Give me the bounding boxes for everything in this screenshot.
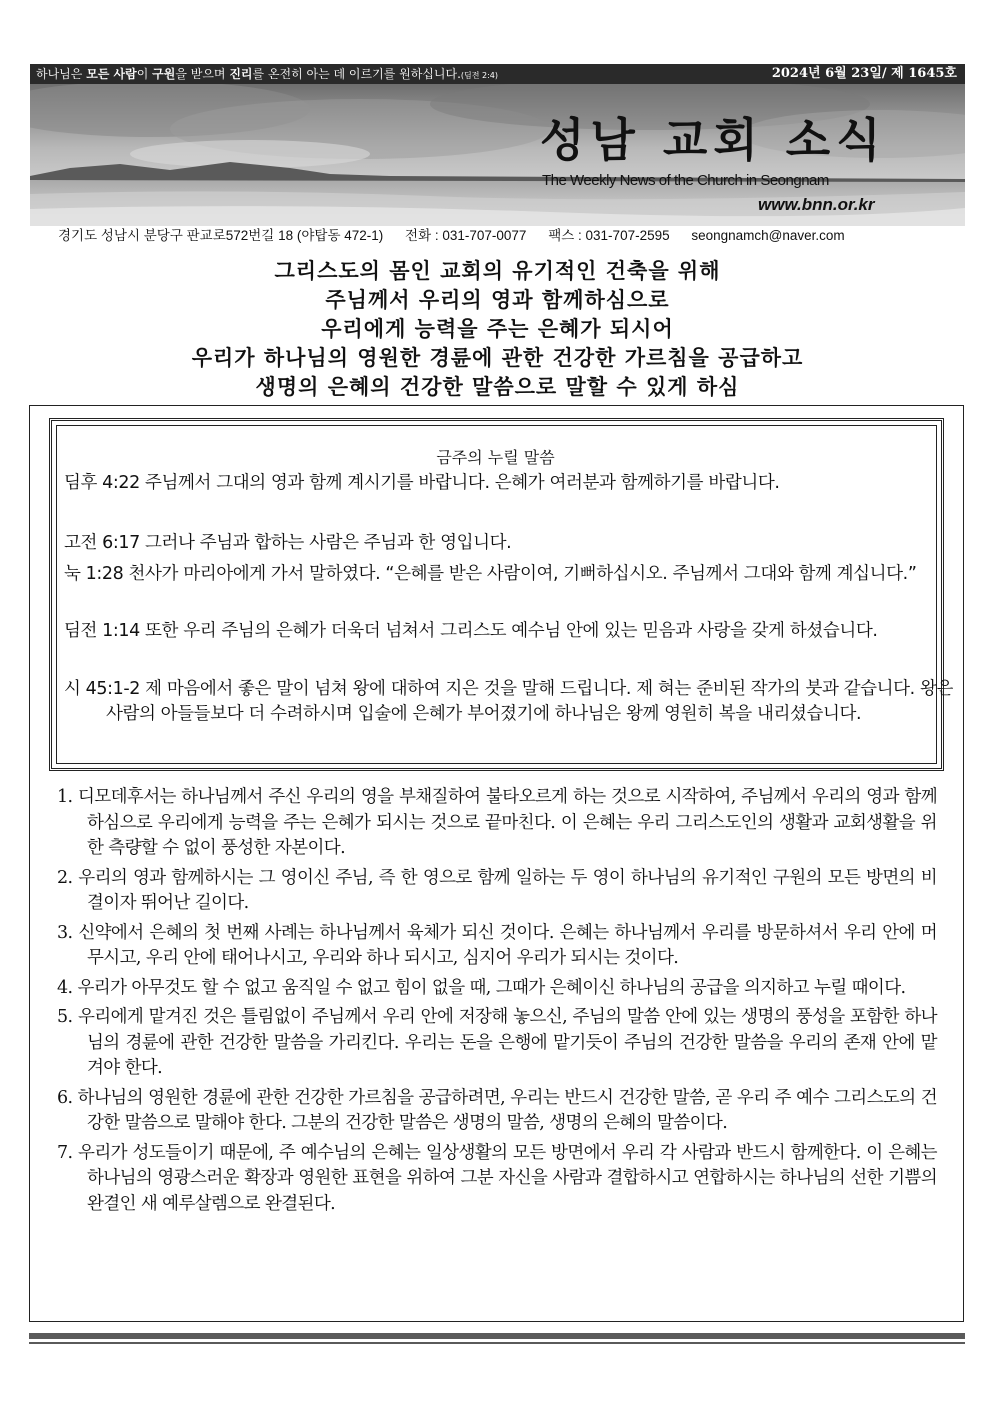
phone-number: 전화 : 031-707-0077 [405,228,527,243]
headline-line: 생명의 은혜의 건강한 말씀으로 말할 수 있게 하심 [255,374,740,399]
headline-line: 우리에게 능력을 주는 은혜가 되시어 [321,316,674,341]
newsletter-subtitle: The Weekly News of the Church in Seongnam [542,172,829,189]
weekly-theme-headline [30,256,965,401]
motto-part: 하나님은 [36,67,87,81]
motto-text [36,64,498,86]
verse-item: 시 45:1-2 제 마음에서 좋은 말이 넘쳐 왕에 대하여 지은 것을 말해 드립니다. 제 혀는 준비된 작가의 붓과 같습니다. 왕은 사람의 아들들보다 더 수려하시며 입술에 은혜가 부어졌기에 하나님은 왕께 영원히 복을 내리셨습니다. [64,679,953,724]
motto-part: 를 온전히 아는 데 이르기를 원하십니다. [252,67,461,81]
motto-emphasis: 진리 [229,67,253,81]
footer-rule-thin [29,1342,965,1344]
footer-rule-thick [29,1333,965,1339]
message-point: 6. 하나님의 영원한 경륜에 관한 건강한 가르침을 공급하려면, 우리는 반드시 건강한 말씀, 곧 우리 주 예수 그리스도의 건강한 말씀으로 말해야 한다. 그분의 건강한 말씀은 생명의 말씀, 생명의 은혜의 말씀이다. [57,1087,937,1133]
headline-line: 그리스도의 몸인 교회의 유기적인 건축을 위해 [274,258,721,283]
motto-reference: (딤전 2:4) [460,71,499,80]
motto-part: 이 [136,67,153,81]
message-point: 2. 우리의 영과 함께하시는 그 영이신 주님, 즉 한 영으로 함께 일하는 두 영이 하나님의 유기적인 구원의 모든 방면의 비결이자 뛰어난 길이다. [57,867,937,913]
website-link[interactable]: www.bnn.or.kr [758,195,875,214]
address: 경기도 성남시 분당구 판교로572번길 18 (야탑동 472-1) [58,228,384,243]
verses-box [49,418,953,771]
verse-item: 딤전 1:14 또한 우리 주님의 은혜가 더욱더 넘쳐서 그리스도 예수님 안에 있는 믿음과 사랑을 갖게 하셨습니다. [64,621,878,641]
top-motto-bar [30,64,965,84]
message-point: 5. 우리에게 맡겨진 것은 틀림없이 주님께서 우리 안에 저장해 놓으신, 주님의 말씀 안에 있는 생명의 풍성을 포함한 하나님의 경륜에 관한 건강한 말씀을 가리킨다. 우리는 돈을 은행에 맡기듯이 주님의 건강한 말씀을 우리의 존재 안에 맡겨야 한다. [57,1007,937,1078]
contact-line [58,224,863,244]
fax-number: 팩스 : 031-707-2595 [548,228,670,243]
verse-item: 눅 1:28 천사가 마리아에게 가서 말하였다. “은혜를 받은 사람이여, 기뻐하십시오. 주님께서 그대와 함께 계십니다.” [64,564,917,584]
message-point: 1. 디모데후서는 하나님께서 주신 우리의 영을 부채질하여 불타오르게 하는 것으로 시작하여, 주님께서 우리의 영과 함께하심으로 우리에게 능력을 주는 은혜가 되시는 것으로 끝마친다. 이 은혜는 우리 그리스도인의 생활과 교회생활을 위한 측량할 수 없이 풍성한 자본이다. [57,787,937,858]
masthead-banner [30,64,965,226]
headline-line: 주님께서 우리의 영과 함께하심으로 [325,287,670,312]
motto-part: 을 받으며 [175,67,230,81]
message-point: 7. 우리가 성도들이기 때문에, 주 예수님의 은혜는 일상생활의 모든 방면에서 우리 각 사람과 반드시 함께한다. 이 은혜는 하나님의 영광스러운 확장과 영원한 표현을 위하여 그분 자신을 사람과 결합하시고 연합하시는 하나님의 선한 기쁨의 완결인 새 예루살렘으로 완결된다. [57,1142,937,1214]
verses-heading: 금주의 누릴 말씀 [436,448,555,467]
email-address[interactable]: seongnamch@naver.com [691,228,845,243]
verse-item: 고전 6:17 그러나 주님과 합하는 사람은 주님과 한 영입니다. [64,533,512,553]
headline-line: 우리가 하나님의 영원한 경륜에 관한 건강한 가르침을 공급하고 [191,345,804,370]
message-point: 3. 신약에서 은혜의 첫 번째 사례는 하나님께서 육체가 되신 것이다. 은혜는 하나님께서 우리를 방문하셔서 우리 안에 머무시고, 우리 안에 태어나시고, 우리와 하나 되시고, 심지어 우리가 되시는 것이다. [57,922,937,968]
issue-date-number: 2024년 6월 23일/ 제 1645호 [771,66,957,81]
newsletter-title: 성남 교회 소식 [540,113,887,167]
message-point: 4. 우리가 아무것도 할 수 없고 움직일 수 없고 힘이 없을 때, 그때가 은혜이신 하나님의 공급을 의지하고 누릴 때이다. [57,977,906,998]
motto-emphasis: 모든 사람 [86,67,137,81]
motto-emphasis: 구원 [152,67,176,81]
message-points-list [57,785,937,1221]
verse-item: 딤후 4:22 주님께서 그대의 영과 함께 계시기를 바랍니다. 은혜가 여러분과 함께하기를 바랍니다. [64,473,780,493]
